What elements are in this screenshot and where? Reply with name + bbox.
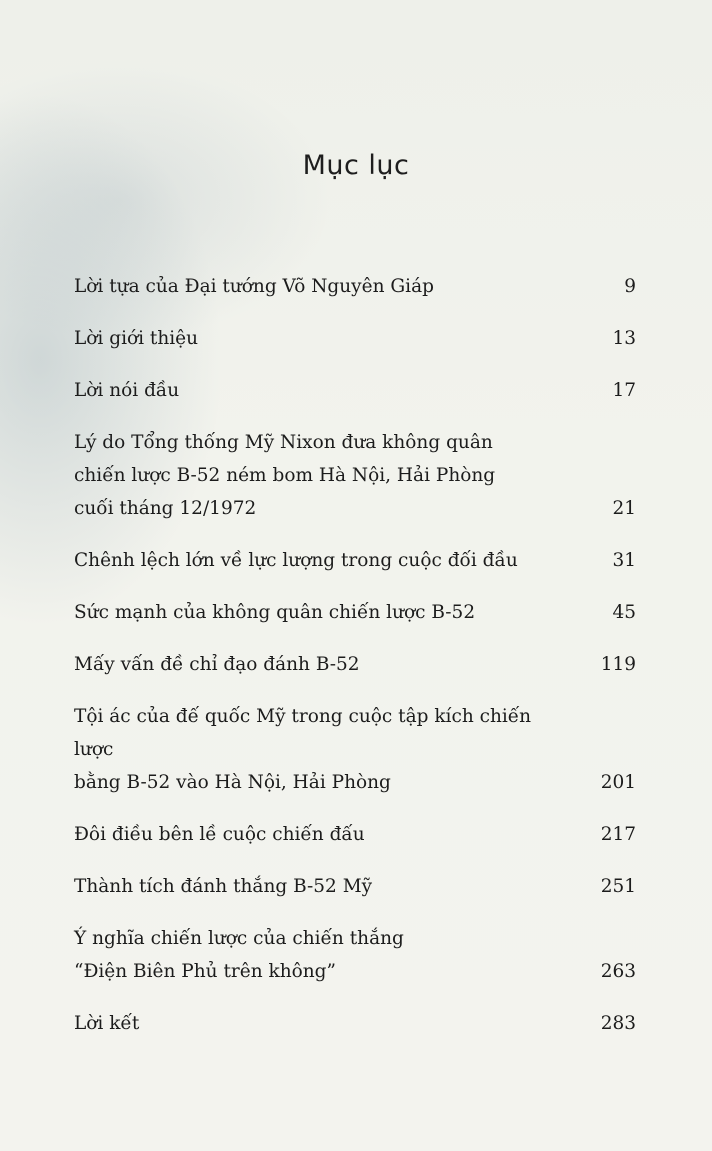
toc-entry-line: cuối tháng 12/1972 xyxy=(74,498,257,519)
toc-page-number: 263 xyxy=(600,961,636,982)
toc-entry xyxy=(74,648,636,681)
toc-entry-line: Thành tích đánh thắng B-52 Mỹ xyxy=(74,876,373,897)
toc-page-number: 13 xyxy=(612,328,636,349)
toc-entry-line: Ý nghĩa chiến lược của chiến thắng xyxy=(74,928,404,949)
toc-page-number: 45 xyxy=(612,602,636,623)
toc-entry-title xyxy=(74,818,365,851)
toc-page-number: 217 xyxy=(600,824,636,845)
toc-entry-title xyxy=(74,648,360,681)
toc-entry-title xyxy=(74,596,475,629)
toc-entry-title xyxy=(74,270,434,303)
toc-entry-line: Tội ác của đế quốc Mỹ trong cuộc tập kích chiến lược xyxy=(74,706,532,760)
toc-page-number: 21 xyxy=(612,498,636,519)
toc-entry xyxy=(74,426,636,525)
page-title: Mục lục xyxy=(302,150,410,181)
toc-entry-line: Lời giới thiệu xyxy=(74,328,199,349)
toc-entry-title xyxy=(74,700,574,799)
toc-entry-line: Mấy vấn đề chỉ đạo đánh B-52 xyxy=(74,654,360,675)
toc-entry-title xyxy=(74,426,495,525)
toc-entry xyxy=(74,544,636,577)
toc-entry-line: Lời kết xyxy=(74,1013,140,1034)
toc-page-number: 9 xyxy=(624,276,636,297)
toc-entry xyxy=(74,870,636,903)
toc-page-number: 17 xyxy=(612,380,636,401)
toc-page-number: 31 xyxy=(612,550,636,571)
toc-entry-line: Lời nói đầu xyxy=(74,380,180,401)
toc-entry xyxy=(74,322,636,355)
toc-page-number: 201 xyxy=(600,772,636,793)
toc-entry xyxy=(74,700,636,799)
toc-page-number: 119 xyxy=(600,654,636,675)
toc-entry-line: Đôi điều bên lề cuộc chiến đấu xyxy=(74,824,365,845)
toc-entry-line: chiến lược B-52 ném bom Hà Nội, Hải Phòng xyxy=(74,465,496,486)
toc-entry xyxy=(74,818,636,851)
toc-entry-title xyxy=(74,322,198,355)
toc-entry-line: Sức mạnh của không quân chiến lược B-52 xyxy=(74,602,476,623)
toc-entry-title xyxy=(74,1007,139,1040)
toc-entry xyxy=(74,374,636,407)
toc-entry-title xyxy=(74,544,518,577)
toc-entry-line: “Điện Biên Phủ trên không” xyxy=(74,961,336,982)
toc-entry-title xyxy=(74,922,404,988)
toc-entry xyxy=(74,1007,636,1040)
toc-entry-line: bằng B-52 vào Hà Nội, Hải Phòng xyxy=(74,772,391,793)
toc-entry xyxy=(74,270,636,303)
toc-page-number: 251 xyxy=(600,876,636,897)
toc-entry-line: Chênh lệch lớn về lực lượng trong cuộc đối đầu xyxy=(74,550,518,571)
toc-entry xyxy=(74,922,636,988)
toc-page-number: 283 xyxy=(600,1013,636,1034)
toc-entry-title xyxy=(74,374,179,407)
toc-entry-line: Lý do Tổng thống Mỹ Nixon đưa không quân xyxy=(74,432,493,453)
toc-entry-line: Lời tựa của Đại tướng Võ Nguyên Giáp xyxy=(74,276,434,297)
toc-entry-title xyxy=(74,870,372,903)
table-of-contents xyxy=(74,270,636,1059)
toc-entry xyxy=(74,596,636,629)
